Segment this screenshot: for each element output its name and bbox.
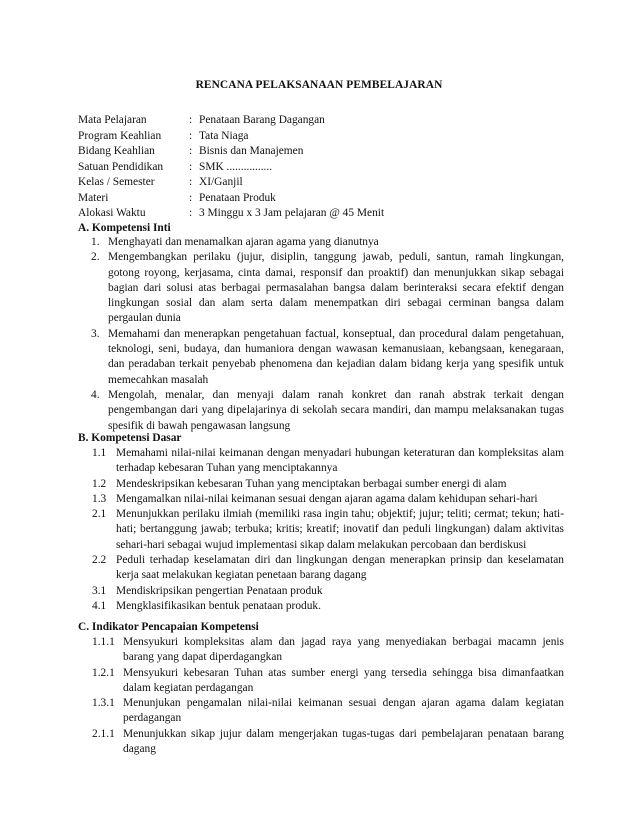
item-text: Peduli terhadap keselamatan diri dan lingkungan dengan menerapkan prinsip dan keselamatan kerja saat melakukan kegiatan penetaan barang dagang (116, 554, 564, 582)
list-item (78, 553, 564, 584)
meta-row (78, 129, 384, 145)
item-text: Mengamalkan nilai-nilai keimanan sesuai dengan ajaran agama dalam kehidupan sehari-hari (116, 492, 538, 505)
meta-label: Bidang Keahlian (78, 145, 155, 157)
item-text: Menunjukan pengamalan nilai-nilai keimanan sesuai dengan ajaran agama dalam kegiatan perdagangan (123, 697, 564, 725)
item-text: Mensyukuri kompleksitas alam dan jagad raya yang menyediakan berbagai macamn jenis barang yang dapat diperdagangkan (123, 636, 564, 664)
meta-colon: : (189, 191, 193, 204)
item-number: 2.1.1 (92, 727, 115, 740)
list-item (78, 727, 564, 758)
meta-label: Program Keahlian (78, 129, 162, 142)
list-item (78, 599, 564, 614)
item-number: 1.2 (92, 477, 107, 490)
meta-value: 3 Minggu x 3 Jam pelajaran @ 45 Menit (199, 207, 385, 219)
meta-colon: : (189, 145, 193, 157)
meta-label: Mata Pelajaran (78, 114, 147, 126)
item-number: 4. (91, 388, 100, 401)
list-item (78, 250, 564, 326)
item-number: 2.1 (92, 508, 107, 521)
meta-colon: : (189, 176, 193, 188)
section-c-heading: C. Indikator Pencapaian Kompetensi (78, 621, 259, 633)
meta-row (78, 113, 384, 129)
item-text: Memahami dan menerapkan pengetahuan factual, konseptual, dan procedural dalam pengetahuan, teknologi, seni, budaya, dan humaniora dengan wawasan kemanusiaan, kebangsaan, kenegaraan, dan peradaban terkait penyebab phenomena dan kejadian dalam bidang kerja yang spesifik untuk memecahkan masalah (108, 327, 564, 386)
meta-value: Tata Niaga (199, 129, 249, 142)
item-number: 4.1 (92, 599, 107, 612)
meta-colon: : (189, 160, 193, 173)
list-item (78, 584, 564, 599)
list-item (78, 492, 564, 507)
item-text: Mengklasifikasikan bentuk penataan produk. (116, 599, 321, 612)
meta-row (78, 160, 384, 176)
document-title: RENCANA PELAKSANAAN PEMBELAJARAN (195, 79, 443, 91)
meta-label: Satuan Pendidikan (78, 160, 164, 173)
item-number: 3.1 (92, 584, 107, 597)
item-text: Menunjukkan perilaku ilmiah (memiliki rasa ingin tahu; objektif; jujur; teliti; cermat; tekun; hati-hati; bertanggung jawab; terbuka; kritis; kreatif; inovatif dan peduli lingkungan) dalam aktivitas sehari-hari sebagai wujud implementasi sikap dalam melakukan percobaan dan berdiskusi (116, 508, 564, 551)
item-text: Menghayati dan menamalkan ajaran agama yang dianutnya (108, 236, 379, 248)
item-text: Mendiskripsikan pengertian Penataan produk (116, 584, 323, 597)
meta-label: Alokasi Waktu (78, 207, 146, 219)
section-a-heading: A. Kompetensi Inti (78, 222, 171, 234)
list-item (78, 446, 564, 477)
list-item (78, 388, 564, 434)
item-text: Mengembangkan perilaku (jujur, disiplin, tanggung jawab, peduli, santun, ramah lingkungan, gotong royong, kerjasama, cinta damai, responsif dan proaktif) dan menunjukkan sikap sebagai bagian dari solusi atas berbagai permasalahan bangsa dalam berinteraksi secara efektif dengan lingkungan sosial dan alam serta dalam menempatkan diri sebagai cerminan bangsa dalam pergaulan dunia (108, 251, 564, 325)
identity-table (78, 113, 384, 222)
section-b-list (78, 446, 564, 614)
item-number: 3. (91, 327, 100, 340)
item-text: Mendeskripsikan kebesaran Tuhan yang menciptakan berbagai sumber energi di alam (116, 477, 507, 490)
item-text: Mensyukuri kebesaran Tuhan atas sumber energi yang tersedia sehingga bisa dimanfaatkan dalam kegiatan perdagangan (123, 666, 564, 694)
meta-row (78, 191, 384, 207)
section-c-list (78, 635, 564, 757)
list-item (78, 327, 564, 388)
meta-value: SMK ................ (199, 160, 273, 173)
list-item (78, 235, 564, 250)
item-number: 1.3 (92, 492, 107, 505)
meta-value: Penataan Barang Dagangan (199, 114, 325, 126)
item-number: 1.1.1 (92, 636, 115, 648)
section-b-heading: B. Kompetensi Dasar (78, 432, 182, 444)
meta-label: Materi (78, 191, 109, 204)
item-number: 2. (91, 251, 100, 264)
list-item (78, 696, 564, 727)
meta-colon: : (189, 207, 193, 219)
meta-value: XI/Ganjil (199, 176, 243, 188)
item-number: 2.2 (92, 554, 107, 567)
item-number: 1.3.1 (92, 697, 115, 710)
meta-value: Penataan Produk (199, 191, 276, 204)
meta-label: Kelas / Semester (78, 176, 155, 188)
item-number: 1.1 (92, 447, 107, 459)
list-item (78, 666, 564, 697)
item-text: Menunjukkan sikap jujur dalam mengerjakan tugas-tugas dari pembelajaran penataan barang dagang (123, 727, 564, 756)
meta-row (78, 206, 384, 222)
meta-row (78, 144, 384, 160)
list-item (78, 507, 564, 553)
meta-value: Bisnis dan Manajemen (199, 145, 304, 157)
section-a-list (78, 235, 564, 434)
item-number: 1.2.1 (92, 666, 115, 679)
meta-colon: : (189, 114, 193, 126)
meta-colon: : (189, 129, 193, 142)
item-text: Memahami nilai-nilai keimanan dengan menyadari hubungan keteraturan dan kompleksitas alam terhadap kebesaran Tuhan yang menciptakannya (116, 447, 564, 475)
item-number: 1. (91, 236, 100, 248)
meta-row (78, 175, 384, 191)
list-item (78, 635, 564, 666)
item-text: Mengolah, menalar, dan menyaji dalam ranah konkret dan ranah abstrak terkait dengan pengembangan dari yang dipelajarinya di sekolah secara mandiri, dan mampu melaksanakan tugas spesifik di bawah pengawasan langsung (108, 388, 564, 432)
list-item (78, 477, 564, 492)
